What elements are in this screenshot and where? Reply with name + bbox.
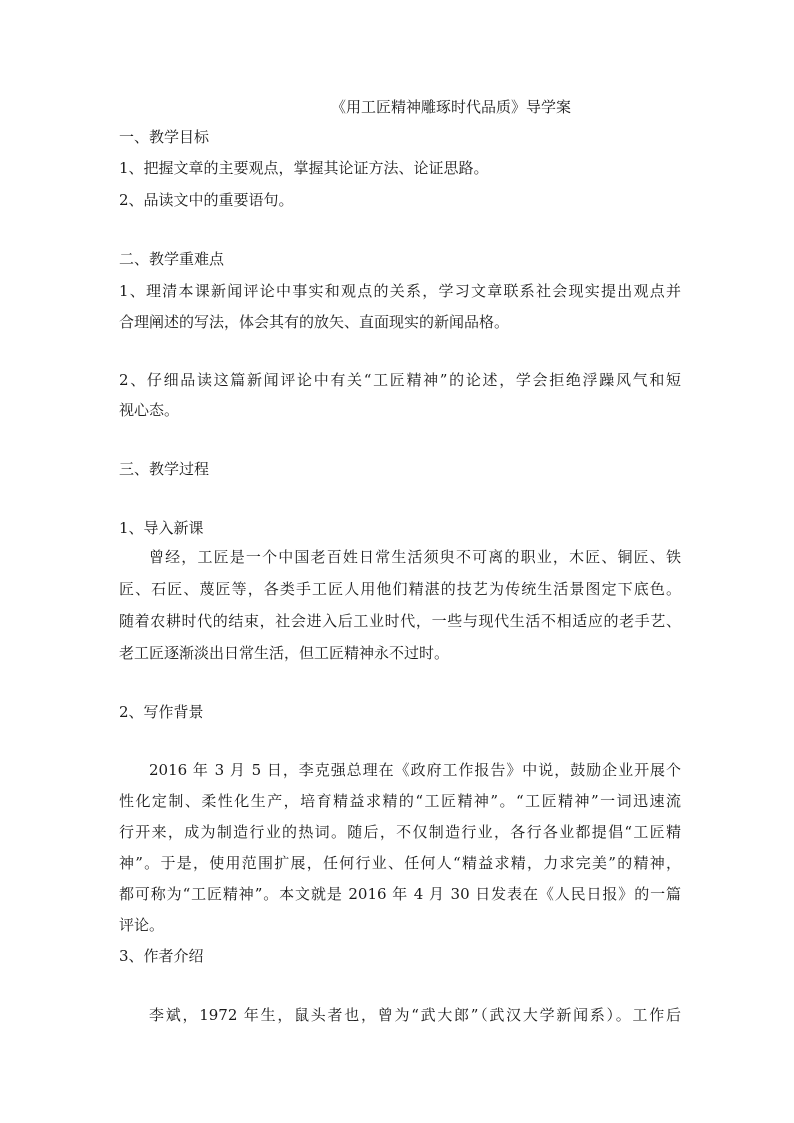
objective-item: 2、品读文中的重要语句。	[119, 191, 294, 209]
section-heading-key-points: 二、教学重难点	[119, 250, 225, 268]
key-point-line: 1、理清本课新闻评论中事实和观点的关系，学习文章联系社会现实提出观点并	[119, 282, 681, 300]
paragraph-line: 神”。于是，使用范围扩展，任何行业、任何人“精益求精，力求完美”的精神，	[119, 854, 681, 872]
subsection-heading-author: 3、作者介绍	[119, 947, 204, 965]
section-heading-objectives: 一、教学目标	[119, 128, 210, 146]
key-point-line: 视心态。	[119, 401, 180, 419]
paragraph-line: 李斌，1972 年生，鼠头者也，曾为“武大郎”（武汉大学新闻系）。工作后	[149, 1006, 681, 1024]
paragraph-line: 匠、石匠、蔑匠等，各类手工匠人用他们精湛的技艺为传统生活景图定下底色。	[119, 580, 681, 598]
paragraph-line: 评论。	[119, 916, 165, 934]
paragraph-line: 老工匠逐渐淡出日常生活，但工匠精神永不过时。	[119, 644, 450, 662]
section-heading-process: 三、教学过程	[119, 460, 210, 478]
subsection-heading-background: 2、写作背景	[119, 703, 204, 721]
objective-item: 1、把握文章的主要观点，掌握其论证方法、论证思路。	[119, 159, 489, 177]
paragraph-line: 2016 年 3 月 5 日，李克强总理在《政府工作报告》中说，鼓励企业开展个	[149, 761, 681, 779]
key-point-line: 2、仔细品读这篇新闻评论中有关“工匠精神”的论述，学会拒绝浮躁风气和短	[119, 371, 681, 389]
paragraph-line: 都可称为“工匠精神”。本文就是 2016 年 4 月 30 日发表在《人民日报》的一篇	[119, 885, 681, 903]
key-point-line: 合理阐述的写法，体会其有的放矢、直面现实的新闻品格。	[119, 313, 510, 331]
document-title: 《用工匠精神雕琢时代品质》导学案	[331, 98, 572, 116]
paragraph-line: 随着农耕时代的结束，社会进入后工业时代，一些与现代生活不相适应的老手艺、	[119, 612, 681, 630]
subsection-heading-intro: 1、导入新课	[119, 519, 204, 537]
paragraph-line: 行开来，成为制造行业的热词。随后，不仅制造行业，各行各业都提倡“工匠精	[119, 823, 681, 841]
paragraph-line: 性化定制、柔性化生产，培育精益求精的“工匠精神”。“工匠精神”一词迅速流	[119, 792, 681, 810]
paragraph-line: 曾经，工匠是一个中国老百姓日常生活须臾不可离的职业，木匠、铜匠、铁	[149, 548, 681, 566]
